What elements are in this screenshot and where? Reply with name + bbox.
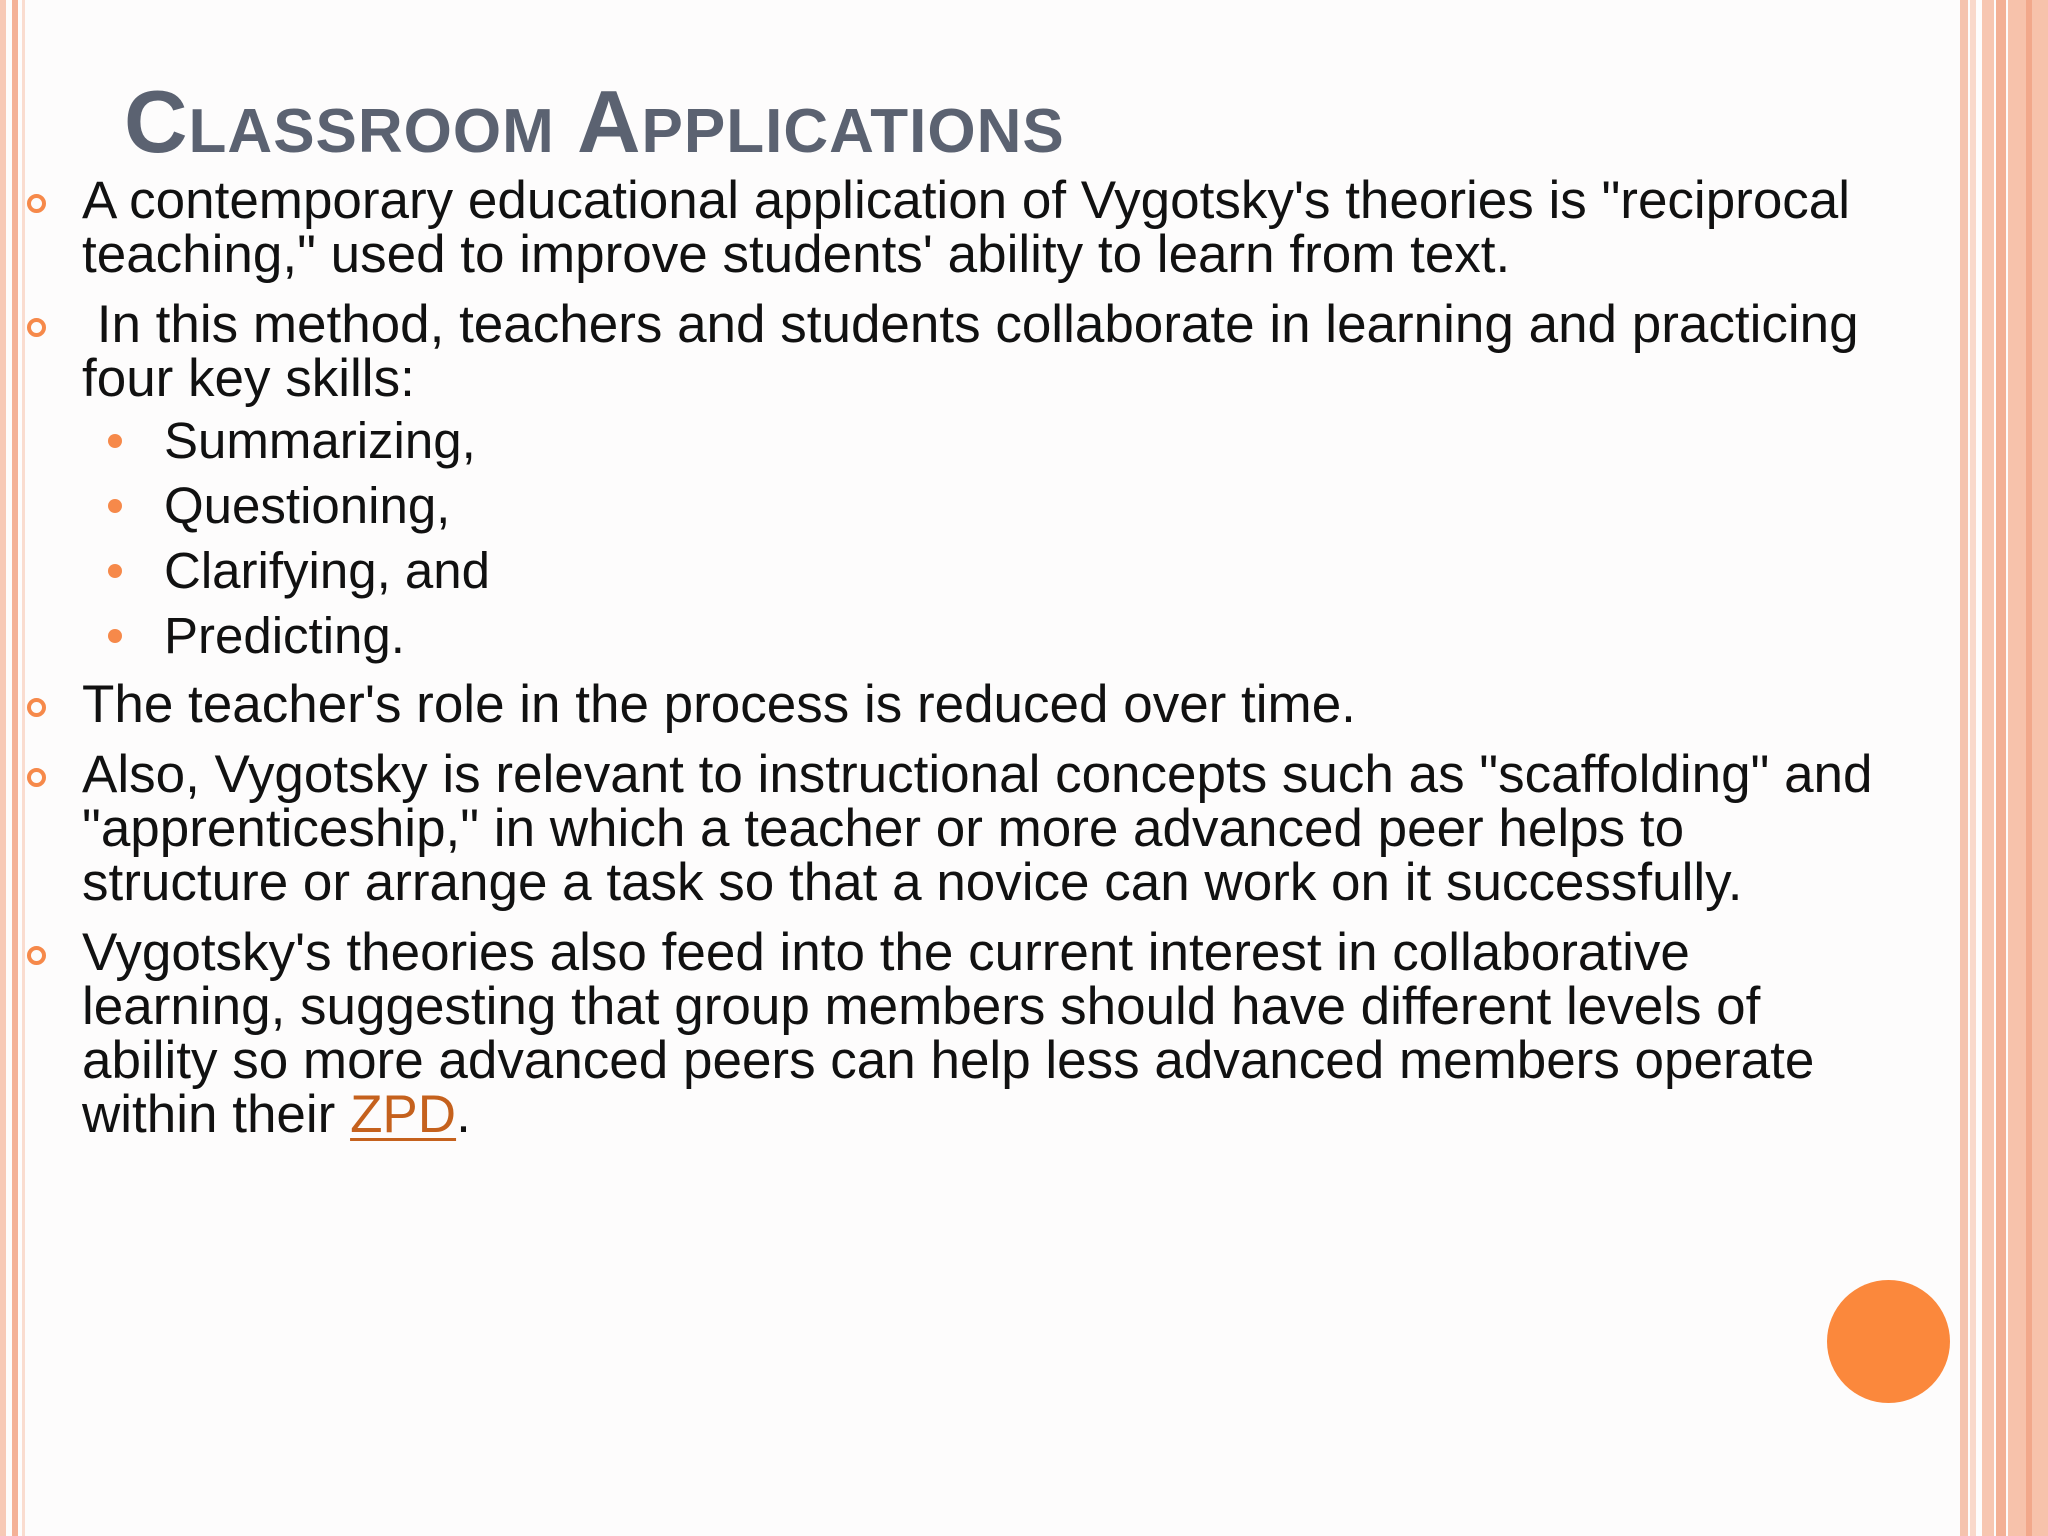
sub-bullet-text: Clarifying, and <box>164 542 490 599</box>
sub-bullet-text: Questioning, <box>164 477 451 534</box>
dot-bullet-icon <box>108 499 122 513</box>
bullet-line: "apprenticeship," in which a teacher or more advanced peer helps to <box>82 799 1685 858</box>
ring-bullet-icon <box>27 946 46 965</box>
sub-bullet-text: Predicting. <box>164 607 405 664</box>
bullet-line: structure or arrange a task so that a novice can work on it successfully. <box>82 853 1743 912</box>
bullet-item <box>0 171 2010 284</box>
bullet-line <box>82 1085 2010 1144</box>
sub-bullet-item <box>0 603 2010 668</box>
bullet-line: A contemporary educational application of Vygotsky's theories is "reciprocal <box>82 171 1851 230</box>
bullet-item <box>0 295 2010 408</box>
sub-bullet-text: Summarizing, <box>164 412 476 469</box>
bullet-line: four key skills: <box>82 349 415 408</box>
bullet-item <box>0 745 2010 912</box>
bullet-line: Also, Vygotsky is relevant to instructional concepts such as "scaffolding" and <box>82 745 1873 804</box>
bullet-line: ability so more advanced peers can help less advanced members operate <box>82 1031 1815 1090</box>
bullet-line-suffix: . <box>456 1085 471 1144</box>
bullet-item <box>0 675 2010 734</box>
dot-bullet-icon <box>108 434 122 448</box>
sub-bullet-item <box>0 538 2010 603</box>
bullet-line: learning, suggesting that group members should have different levels of <box>82 977 1761 1036</box>
zpd-link[interactable]: ZPD <box>350 1085 457 1144</box>
sub-bullet-list <box>0 408 2010 668</box>
bullet-line: Vygotsky's theories also feed into the current interest in collaborative <box>82 923 1690 982</box>
ring-bullet-icon <box>27 698 46 717</box>
ring-bullet-icon <box>27 194 46 213</box>
decorative-circle <box>1827 1280 1950 1403</box>
bullet-line: The teacher's role in the process is reduced over time. <box>82 675 1356 734</box>
sub-bullet-item <box>0 473 2010 538</box>
bullet-list <box>0 171 2010 1158</box>
sub-bullet-item <box>0 408 2010 473</box>
right-border-stripe <box>2026 0 2032 1536</box>
bullet-line: teaching," used to improve students' ability to learn from text. <box>82 225 1511 284</box>
ring-bullet-icon <box>27 768 46 787</box>
bullet-line-prefix: within their <box>82 1085 351 1144</box>
ring-bullet-icon <box>27 318 46 337</box>
dot-bullet-icon <box>108 564 122 578</box>
bullet-item <box>0 923 2010 1144</box>
dot-bullet-icon <box>108 629 122 643</box>
slide-title: Classroom Applications <box>124 72 1065 171</box>
bullet-line: In this method, teachers and students collaborate in learning and practicing <box>82 295 1859 354</box>
